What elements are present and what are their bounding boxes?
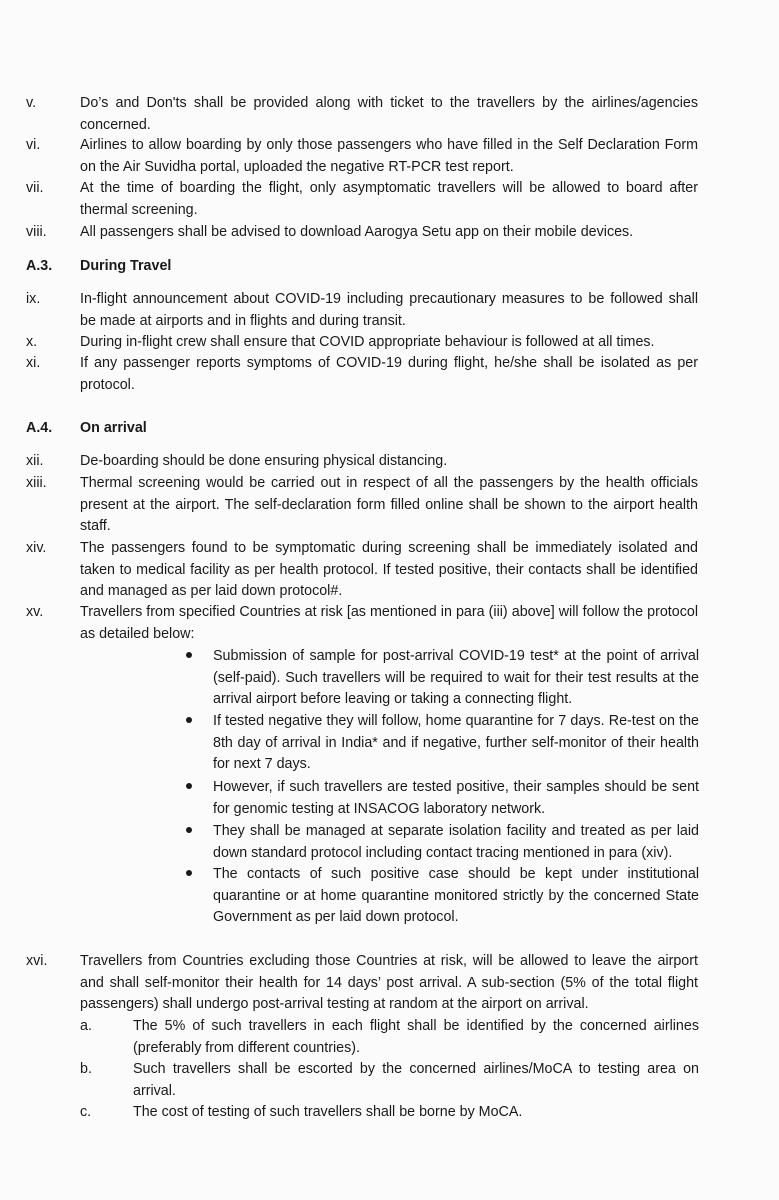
bullet-dot-icon (186, 827, 192, 833)
sub-item-text: Such travellers shall be escorted by the concerned airlines/MoCA to testing area on arrival. (133, 1061, 699, 1099)
item-number: v. (26, 95, 37, 111)
bullet-dot-icon (186, 717, 192, 723)
item-text: De-boarding should be done ensuring physical distancing. (80, 453, 448, 469)
bullet-text: The contacts of such positive case should be kept under institutional quarantine or at home quarantine monitored strictly by the concerned State Government as per laid down protocol. (213, 866, 699, 925)
section-number: A.4. (26, 420, 53, 436)
item-text: The passengers found to be symptomatic during screening shall be immediately isolated and taken to medical facility as per health protocol. If tested positive, their contacts shall be identified and managed as per laid down protocol#. (80, 540, 698, 599)
item-number: xi. (26, 355, 41, 371)
sub-item-text: The 5% of such travellers in each flight shall be identified by the concerned airlines (preferably from different countries). (133, 1018, 699, 1056)
item-number: viii. (26, 224, 47, 240)
item-text: During in-flight crew shall ensure that COVID appropriate behaviour is followed at all times. (80, 334, 655, 350)
section-title: On arrival (80, 420, 147, 436)
item-number: ix. (26, 291, 41, 307)
item-text: All passengers shall be advised to download Aarogya Setu app on their mobile devices. (80, 224, 634, 240)
bullet-text: However, if such travellers are tested positive, their samples should be sent for genomic testing at INSACOG laboratory network. (213, 779, 699, 817)
item-number: xvi. (26, 953, 48, 969)
bullet-text: Submission of sample for post-arrival COVID-19 test* at the point of arrival (self-paid). Such travellers will be required to wait for their test results at the arrival airport before leaving or taking a connecting flight. (213, 648, 699, 707)
item-text: Airlines to allow boarding by only those passengers who have filled in the Self Declaration Form on the Air Suvidha portal, uploaded the negative RT-PCR test report. (80, 137, 698, 175)
bullet-dot-icon (186, 783, 192, 789)
item-text: At the time of boarding the flight, only asymptomatic travellers will be allowed to board after thermal screening. (80, 180, 698, 218)
item-number: vi. (26, 137, 41, 153)
item-number: x. (26, 334, 38, 350)
item-text: Travellers from Countries excluding those Countries at risk, will be allowed to leave the airport and shall self-monitor their health for 14 days’ post arrival. A sub-section (5% of the total flight passengers) shall undergo post-arrival testing at random at the airport on arrival. (80, 953, 698, 1012)
bullet-text: If tested negative they will follow, home quarantine for 7 days. Re-test on the 8th day of arrival in India* and if negative, further self-monitor of their health for next 7 days. (213, 713, 699, 772)
sub-item-number: a. (80, 1018, 92, 1034)
section-title: During Travel (80, 258, 172, 274)
bullet-dot-icon (186, 652, 192, 658)
item-text: Thermal screening would be carried out in respect of all the passengers by the health officials present at the airport. The self-declaration form filled online shall be shown to the airport health staff. (80, 475, 698, 534)
item-number: xii. (26, 453, 44, 469)
item-number: xiv. (26, 540, 47, 556)
item-number: xv. (26, 604, 44, 620)
item-text: If any passenger reports symptoms of COVID-19 during flight, he/she shall be isolated as per protocol. (80, 355, 698, 393)
item-text: Travellers from specified Countries at risk [as mentioned in para (iii) above] will follow the protocol as detailed below: (80, 604, 698, 642)
item-number: vii. (26, 180, 44, 196)
item-text: Do’s and Don'ts shall be provided along with ticket to the travellers by the airlines/agencies concerned. (80, 95, 698, 133)
bullet-dot-icon (186, 870, 192, 876)
sub-item-number: c. (80, 1104, 92, 1120)
sub-item-text: The cost of testing of such travellers shall be borne by MoCA. (133, 1104, 523, 1120)
sub-item-number: b. (80, 1061, 92, 1077)
bullet-text: They shall be managed at separate isolation facility and treated as per laid down standard protocol including contact tracing mentioned in para (xiv). (213, 823, 699, 861)
item-number: xiii. (26, 475, 47, 491)
section-number: A.3. (26, 258, 53, 274)
item-text: In-flight announcement about COVID-19 including precautionary measures to be followed shall be made at airports and in flights and during transit. (80, 291, 698, 329)
